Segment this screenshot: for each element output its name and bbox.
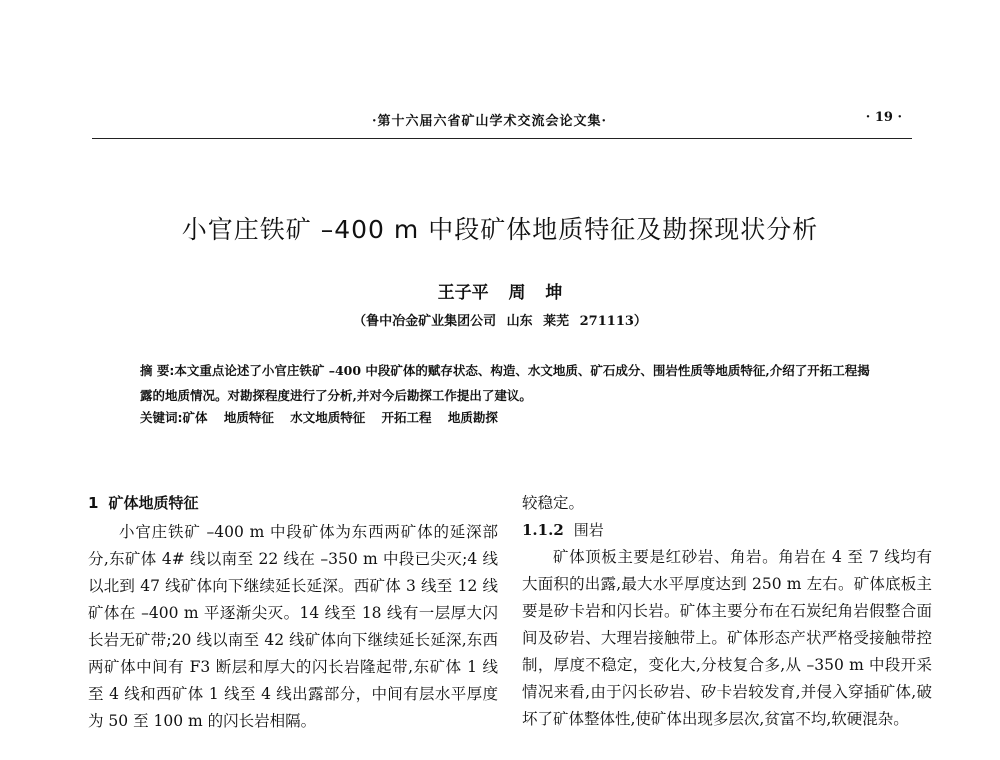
page-number: · 19 · [865, 110, 902, 125]
subsection-heading [522, 517, 932, 544]
body-column-left [88, 490, 498, 735]
paper-title: 小官庄铁矿 –400 m 中段矿体地质特征及勘探现状分析 [181, 215, 819, 244]
keywords-text: 矿体 地质特征 水文地质特征 开拓工程 地质勘探 [182, 410, 498, 425]
body-column-right [522, 490, 932, 733]
section-number: 1 [88, 494, 99, 512]
running-header [92, 110, 912, 134]
author-list: 王子平 周 坤 [437, 283, 563, 303]
section-heading [88, 490, 498, 517]
author-affiliation: （鲁中冶金矿业集团公司 山东 莱芜 271113） [353, 314, 647, 329]
journal-name: ·第十六届六省矿山学术交流会论文集· [372, 114, 608, 129]
abstract-label: 摘 要: [140, 363, 175, 378]
keywords-label: 关键词: [140, 410, 183, 425]
subsection-number: 1.1.2 [522, 521, 564, 539]
section-title: 矿体地质特征 [108, 494, 199, 512]
abstract [140, 358, 870, 408]
continued-text: 较稳定。 [522, 494, 585, 512]
subsection-title: 围岩 [573, 521, 604, 539]
keywords [140, 408, 870, 426]
abstract-text: 本文重点论述了小官庄铁矿 –400 中段矿体的赋存状态、构造、水文地质、矿石成分、围岩性质等地质特征,介绍了开拓工程揭露的地质情况。对勘探程度进行了分析,并对今后勘探工作提出了建议。 [140, 363, 870, 403]
header-rule [92, 138, 912, 139]
body-paragraph: 小官庄铁矿 –400 m 中段矿体为东西两矿体的延深部分,东矿体 4# 线以南至 22 线在 –350 m 中段已尖灭;4 线以北到 47 线矿体向下继续延长延深。西矿体 3 线至 12 线矿体在 –400 m 平逐渐尖灭。14 线至 18 线有一层厚大闪长岩无矿带;20 线以南至 42 线矿体向下继续延长延深,东西两矿体中间有 F3 断层和厚大的闪长岩隆起带,东矿体 1 线至 4 线和西矿体 1 线至 4 线出露部分，中间有层水平厚度为 50 至 100 m 的闪长岩相隔。 [88, 523, 498, 730]
body-paragraph: 矿体顶板主要是红砂岩、角岩。角岩在 4 至 7 线均有大面积的出露,最大水平厚度达到 250 m 左右。矿体底板主要是矽卡岩和闪长岩。矿体主要分布在石炭纪角岩假整合面间及矽岩、大理岩接触带上。矿体形态产状严格受接触带控制，厚度不稳定，变化大,分枝复合多,从 –350 m 中段开采情况来看,由于闪长矽岩、矽卡岩较发育,并侵入穿插矿体,破坏了矿体整体性,使矿体出现多层次,贫富不均,软硬混杂。 [522, 548, 932, 728]
